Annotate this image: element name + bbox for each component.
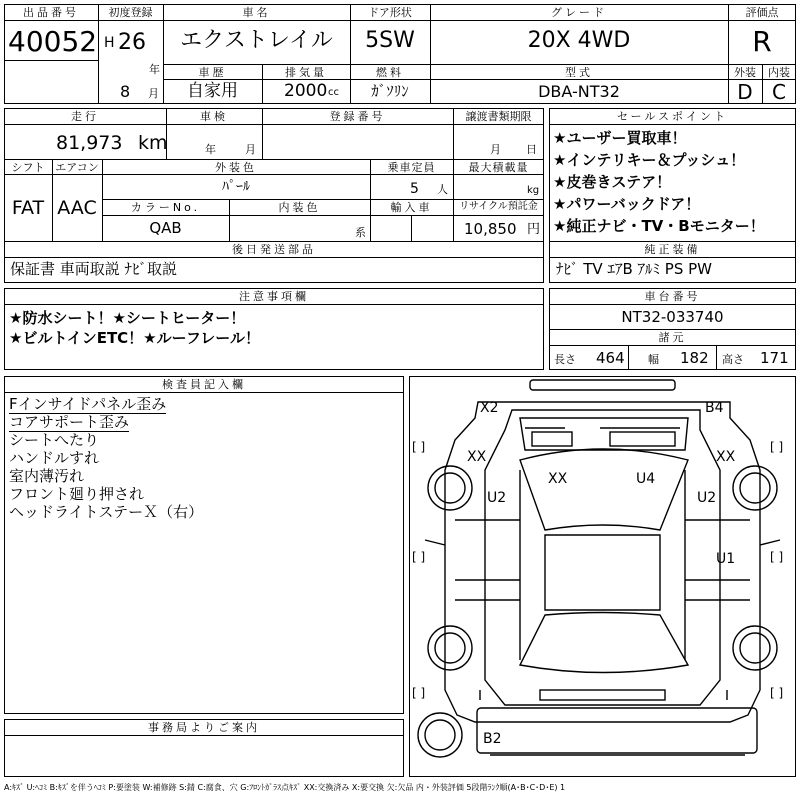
reg-year-unit: 年 [149,63,160,76]
inspection-label: 車検 [200,110,228,123]
inspector-line: ヘッドライトステーＸ（右） [9,503,204,521]
sales-point: ★インテリキー＆プッシュ！ [553,151,746,169]
ext-label: 外装 [734,66,756,79]
model-code: DBA-NT32 [538,82,620,101]
capacity: 5 [410,181,419,197]
bracket-left-mid: [ ] [412,550,426,564]
int-color-unit: 系 [355,226,366,239]
mark-xx-left: XX [467,449,487,465]
recycle-fee: 10,850 [464,220,517,238]
chassis-label: 車台番号 [644,290,701,303]
model-name: エクストレイル [180,28,333,53]
note-line: ★ビルトインETC！★ルーフレール！ [9,329,260,347]
inspector-line: Fインサイドパネル歪み [9,395,167,413]
recycle-unit: 円 [527,222,541,237]
length: 464 [596,349,625,367]
dims-label: 諸元 [658,331,687,344]
door-type: 5SW [365,28,415,53]
door-label: ドア形状 [368,6,412,19]
office-label: 事務局よりご案内 [148,721,260,734]
ac: AAC [57,197,97,219]
bracket-right: [ ] [770,440,784,454]
int-grade: C [772,80,786,104]
note-line: ★防水シート！★シートヒーター！ [9,309,246,327]
type-label: 型式 [565,66,593,79]
mark-xx-hood: XX [548,471,568,487]
sales-point: ★パワーバックドア！ [553,195,701,213]
capacity-label: 乗車定員 [387,161,436,174]
mark-u4: U4 [636,471,656,487]
mark-u2-left: U2 [487,490,507,506]
lot-label: 出品番号 [23,6,79,19]
score-label: 評価点 [745,6,779,19]
chassis-number: NT32-033740 [621,308,724,326]
model-label: 車名 [242,6,271,19]
max-load-label: 最大積載量 [468,161,529,174]
recycle-label: リサイクル預託金 [459,201,538,212]
first-reg-label: 初度登録 [108,6,153,19]
displacement-label: 排気量 [285,66,327,79]
color-no-label: カラーNo. [130,201,201,214]
bracket-left-low: [ ] [412,686,426,700]
transfer-deadline-label: 譲渡書類期限 [465,110,532,123]
displacement-unit: cc [328,87,339,98]
inspector-line: ハンドルすれ [9,449,100,467]
era: H [104,35,115,51]
mileage-label: 走行 [71,110,99,123]
bracket-left: [ ] [412,440,426,454]
ext-grade: D [737,80,753,104]
legend: A:ｷｽﾞ U:ﾍｺﾐ B:ｷｽﾞを伴うﾍｺﾐ P:要塗装 W:補修跡 S:錆 C:腐食、穴 G:ﾌﾛﾝﾄｶﾞﾗｽ点ｷｽﾞ XX:交換済み X:要交換 欠:欠品 内・外装評価 5段階ﾗﾝｸ順(A･B･C･D･E) 1 [4,783,566,792]
equipment: ﾅﾋﾞ TV ｴｱB ｱﾙﾐ PS PW [556,260,712,278]
height: 171 [760,349,789,367]
mark-u1: U1 [716,551,736,567]
bracket-right-low: [ ] [770,686,784,700]
mileage-unit: km [138,132,168,154]
color-no: QAB [149,219,182,237]
ac-label: エアコン [55,161,99,174]
history-label: 車歴 [198,66,227,79]
displacement: 2000 [284,81,328,101]
width: 182 [680,349,709,367]
mark-xx-right: XX [716,449,736,465]
fuel: ｶﾞｿﾘﾝ [371,82,409,100]
reg-month: 8 [120,82,131,101]
mark-b2: B2 [483,731,502,747]
inspector-line: フロント廻り押され [9,485,145,503]
shift-label: シフト [11,161,45,174]
mark-b4: B4 [705,400,724,416]
int-label: 内装 [768,66,790,79]
docs: 保証書 車両取説 ﾅﾋﾞ取説 [10,260,178,278]
mark-x2: X2 [480,400,499,416]
car-diagram-box [409,376,796,777]
max-load-unit: kg [527,185,540,196]
grade: 20X 4WD [527,28,631,53]
sales-point: ★皮巻きステア！ [553,173,672,191]
mark-u2-right: U2 [697,490,717,506]
equipment-label: 純正装備 [644,243,701,256]
transfer-month-unit: 月 [490,143,501,156]
inspector-line: コアサポート歪み [9,413,130,431]
sales-point: ★ユーザー買取車！ [553,129,687,147]
reg-month-unit: 月 [148,87,159,100]
sales-point: ★純正ナビ・TV・Bモニター！ [553,217,765,235]
sales-points-label: セールスポイント [616,110,728,123]
color: ﾊﾟｰﾙ [222,179,250,195]
reg-year: 26 [118,30,146,55]
docs-label: 後日発送部品 [232,243,316,256]
import-label: 輸入車 [390,201,433,214]
mileage: 81,973 [56,132,123,154]
bracket-right-mid: [ ] [770,550,784,564]
grade-label: グレード [551,6,607,19]
capacity-unit: 人 [437,183,448,196]
fuel-label: 燃料 [376,66,404,79]
length-label: 長さ [554,353,576,366]
notes-label: 注意事項欄 [239,290,309,303]
reg-number-label: 登録番号 [329,110,386,123]
history: 自家用 [187,81,238,101]
width-label: 幅 [648,353,659,366]
color-label: 外装色 [215,161,257,174]
inspector-label: 検査員記入欄 [162,378,246,391]
transfer-day-unit: 日 [526,143,537,156]
int-color-label: 内装色 [278,201,321,214]
inspector-line: 室内薄汚れ [9,467,85,485]
score: R [752,25,772,58]
inspection-year-unit: 年 [205,143,216,156]
inspection-month-unit: 月 [245,143,256,156]
inspector-line: シートへたり [9,431,100,449]
shift: FAT [11,197,45,219]
height-label: 高さ [722,353,744,366]
lot-number: 40052 [8,25,98,58]
